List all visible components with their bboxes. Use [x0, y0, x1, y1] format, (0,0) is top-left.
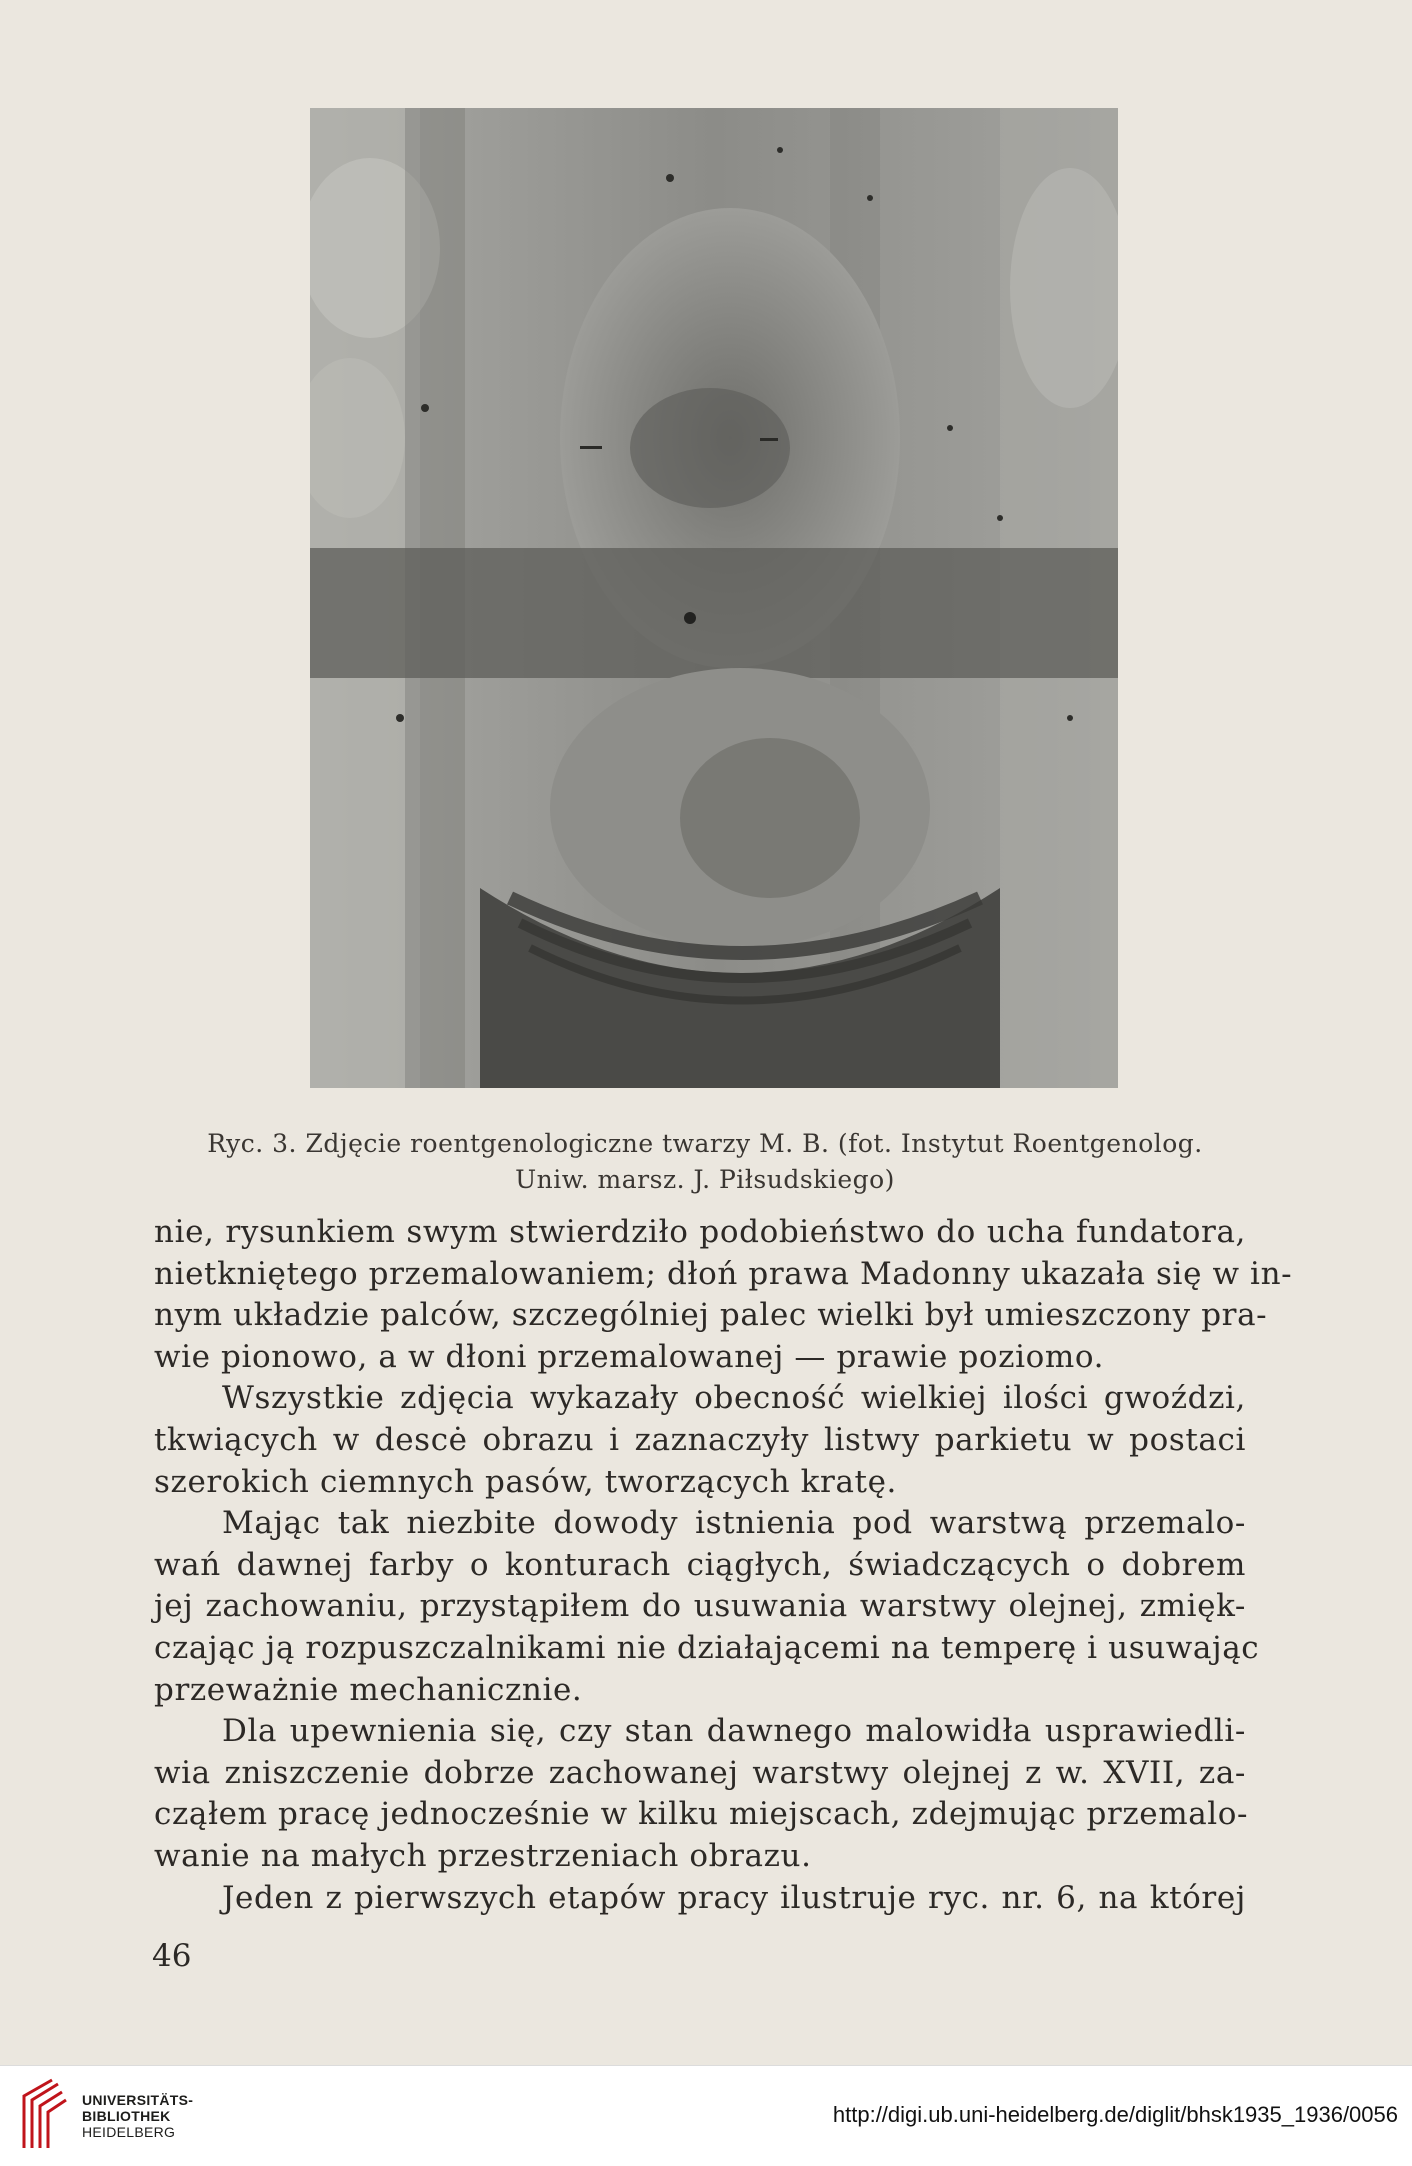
- text-line: Jeden z pierwszych etapów pracy ilustruje ryc. nr. 6, na której: [222, 1879, 1246, 1916]
- text-line: nietkniętego przemalowaniem; dłoń prawa Madonny ukazała się w in-: [154, 1255, 1293, 1292]
- figure-caption: [160, 1126, 1250, 1198]
- text-line: tkwiących w descė obrazu i zaznaczyły listwy parkietu w postaci: [154, 1421, 1246, 1458]
- text-line: wia zniszczenie dobrze zachowanej warstwy olejnej z w. XVII, za-: [154, 1754, 1246, 1791]
- xray-image: [310, 108, 1118, 1088]
- library-name-line-1: UNIVERSITÄTS-: [82, 2092, 194, 2108]
- text-line: cząłem pracę jednocześnie w kilku miejscach, zdejmując przemalo-: [154, 1796, 1249, 1833]
- library-logo-icon[interactable]: [14, 2078, 70, 2154]
- text-line: szerokich ciemnych pasów, tworzących kratę.: [154, 1463, 897, 1500]
- text-line: wie pionowo, a w dłoni przemalowanej — prawie poziomo.: [154, 1338, 1105, 1375]
- text-line: jej zachowaniu, przystąpiłem do usuwania warstwy olejnej, zmięk-: [154, 1588, 1246, 1625]
- library-name: [82, 2092, 193, 2140]
- text-line: nym układzie palców, szczególniej palec wielki był umieszczony pra-: [154, 1297, 1268, 1334]
- library-name-line-2: BIBLIOTHEK: [82, 2108, 171, 2124]
- page-number: 46: [152, 1938, 192, 1974]
- text-line: czając ją rozpuszczalnikami nie działającemi na temperę i usuwając: [154, 1629, 1260, 1666]
- source-url-link[interactable]: http://digi.ub.uni-heidelberg.de/diglit/bhsk1935_1936/0056: [832, 2102, 1398, 2127]
- text-line: przeważnie mechanicznie.: [154, 1671, 583, 1708]
- text-line: Mając tak niezbite dowody istnienia pod warstwą przemalo-: [222, 1505, 1246, 1542]
- text-line: nie, rysunkiem swym stwierdziło podobieństwo do ucha fundatora,: [154, 1214, 1246, 1250]
- xray-photograph: [310, 108, 1118, 1088]
- text-line: Wszystkie zdjęcia wykazały obecność wielkiej ilości gwoździ,: [222, 1380, 1246, 1417]
- library-name-line-3: HEIDELBERG: [82, 2124, 176, 2140]
- text-line: wanie na małych przestrzeniach obrazu.: [154, 1837, 812, 1874]
- text-line: Dla upewnienia się, czy stan dawnego malowidła usprawiedli-: [222, 1713, 1246, 1750]
- body-text: [154, 1212, 1293, 1919]
- caption-line-2: Uniw. marsz. J. Piłsudskiego): [515, 1165, 895, 1194]
- text-line: wań dawnej farby o konturach ciągłych, świadczących o dobrem: [154, 1546, 1246, 1583]
- caption-line-1: Ryc. 3. Zdjęcie roentgenologiczne twarzy M. B. (fot. Instytut Roentgenolog.: [207, 1129, 1203, 1158]
- footer-bar: [0, 2065, 1412, 2166]
